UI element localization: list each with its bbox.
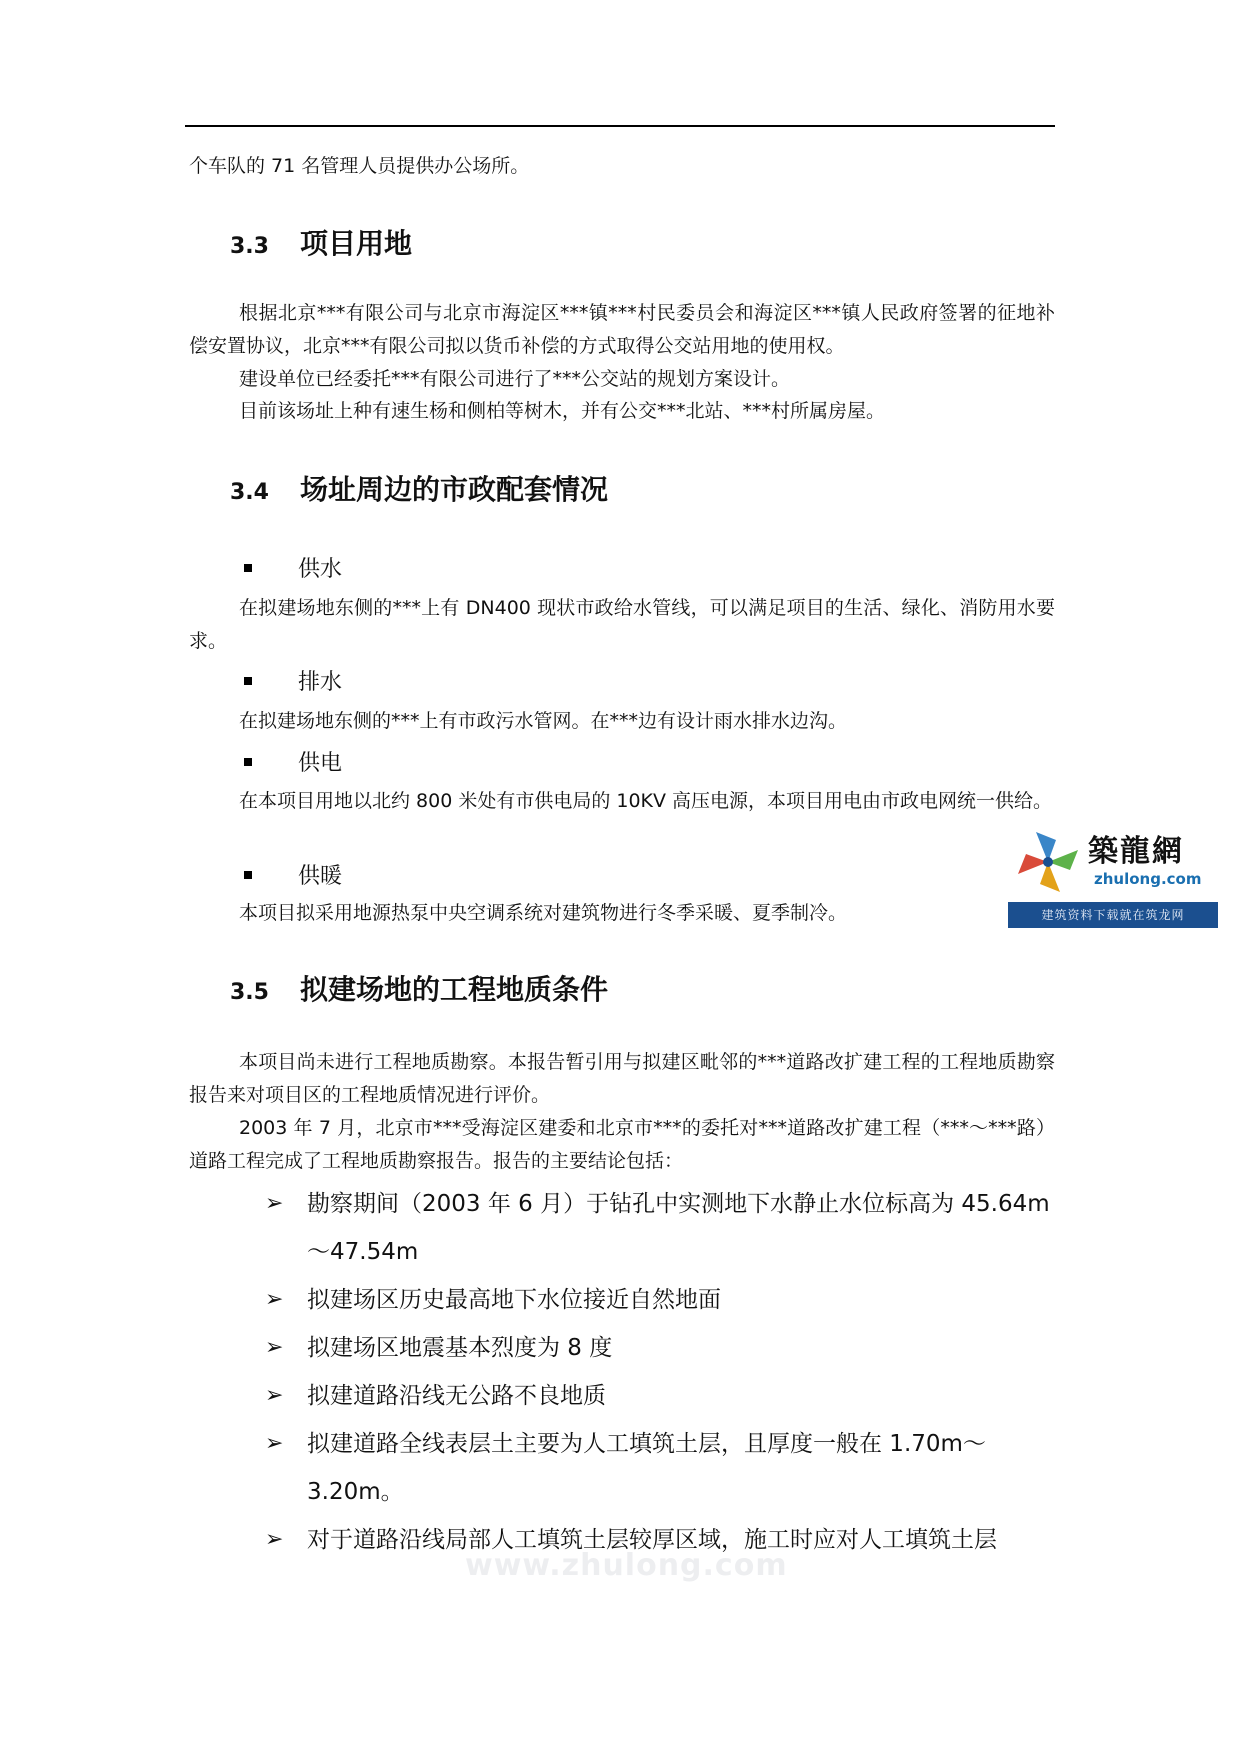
header-rule — [185, 125, 1055, 127]
conclusion-text: 拟建道路全线表层土主要为人工填筑土层，且厚度一般在 1.70m～3.20m。 — [307, 1431, 986, 1505]
square-bullet-icon — [244, 677, 252, 685]
section-title: 拟建场地的工程地质条件 — [300, 973, 609, 1006]
paragraph: 建设单位已经委托***有限公司进行了***公交站的规划方案设计。 — [239, 368, 791, 390]
arrow-bullet-icon: ➢ — [265, 1431, 284, 1456]
bullet-item-power — [244, 746, 342, 777]
bullet-item-water-supply — [244, 552, 342, 583]
square-bullet-icon — [244, 564, 252, 572]
continuation-text: 个车队的 71 名管理人员提供办公场所。 — [189, 155, 530, 177]
conclusion-text: 拟建场区历史最高地下水位接近自然地面 — [307, 1287, 721, 1313]
paragraph: 2003 年 7 月，北京市***受海淀区建委和北京市***的委托对***道路改扩建工程（***～***路）道路工程完成了工程地质勘察报告。报告的主要结论包括： — [189, 1117, 1055, 1172]
logo-site: zhulong.com — [1094, 870, 1202, 888]
bullet-item-drainage — [244, 665, 342, 696]
section-heading-3-3 — [230, 222, 412, 262]
section-number: 3.4 — [230, 480, 269, 505]
arrow-bullet-icon: ➢ — [265, 1335, 284, 1360]
arrow-bullet-icon: ➢ — [265, 1191, 284, 1216]
conclusion-text: 勘察期间（2003 年 6 月）于钻孔中实测地下水静止水位标高为 45.64m～47.54m — [307, 1191, 1050, 1265]
square-bullet-icon — [244, 871, 252, 879]
arrow-bullet-icon: ➢ — [265, 1383, 284, 1408]
conclusion-item — [265, 1372, 1060, 1420]
paragraph: 在本项目用地以北约 800 米处有市供电局的 10KV 高压电源，本项目用电由市政电网统一供给。 — [239, 790, 1053, 812]
bullet-label: 排水 — [298, 670, 343, 695]
paragraph: 在拟建场地东侧的***上有 DN400 现状市政给水管线，可以满足项目的生活、绿化、消防用水要求。 — [189, 597, 1055, 652]
square-bullet-icon — [244, 758, 252, 766]
paragraph: 在拟建场地东侧的***上有市政污水管网。在***边有设计雨水排水边沟。 — [239, 710, 848, 732]
conclusion-item — [265, 1180, 1060, 1276]
bullet-label: 供暖 — [298, 864, 343, 889]
arrow-bullet-icon: ➢ — [265, 1287, 284, 1312]
conclusion-text: 拟建道路沿线无公路不良地质 — [307, 1383, 606, 1409]
logo-name: 築龍網 — [1088, 834, 1184, 869]
section-number: 3.3 — [230, 234, 269, 259]
arrow-bullet-icon: ➢ — [265, 1527, 284, 1552]
conclusion-item — [265, 1276, 1060, 1324]
section-title: 项目用地 — [300, 227, 413, 260]
conclusion-item — [265, 1324, 1060, 1372]
paragraph: 目前该场址上种有速生杨和侧柏等树木，并有公交***北站、***村所属房屋。 — [239, 400, 886, 422]
bullet-item-heating — [244, 859, 342, 890]
section-heading-3-4 — [230, 468, 608, 508]
logo-slogan: 建筑资料下载就在筑龙网 — [1008, 902, 1218, 928]
paragraph: 本项目尚未进行工程地质勘察。本报告暂引用与拟建区毗邻的***道路改扩建工程的工程地质勘察报告来对项目区的工程地质情况进行评价。 — [189, 1051, 1055, 1106]
paragraph: 根据北京***有限公司与北京市海淀区***镇***村民委员会和海淀区***镇人民政府签署的征地补偿安置协议，北京***有限公司拟以货币补偿的方式取得公交站用地的使用权。 — [189, 302, 1055, 357]
pinwheel-logo-icon — [1008, 822, 1088, 902]
bullet-label: 供水 — [298, 557, 343, 582]
section-title: 场址周边的市政配套情况 — [300, 473, 609, 506]
zhulong-logo — [1008, 822, 1218, 928]
watermark: www.zhulong.com — [465, 1548, 788, 1583]
conclusion-text: 拟建场区地震基本烈度为 8 度 — [307, 1335, 613, 1361]
section-number: 3.5 — [230, 980, 269, 1005]
bullet-label: 供电 — [298, 751, 343, 776]
paragraph: 本项目拟采用地源热泵中央空调系统对建筑物进行冬季采暖、夏季制冷。 — [239, 902, 848, 924]
conclusion-text: 对于道路沿线局部人工填筑土层较厚区域，施工时应对人工填筑土层 — [307, 1527, 997, 1553]
conclusion-item — [265, 1420, 1060, 1516]
logo-top — [1008, 822, 1218, 902]
section-heading-3-5 — [230, 968, 608, 1008]
